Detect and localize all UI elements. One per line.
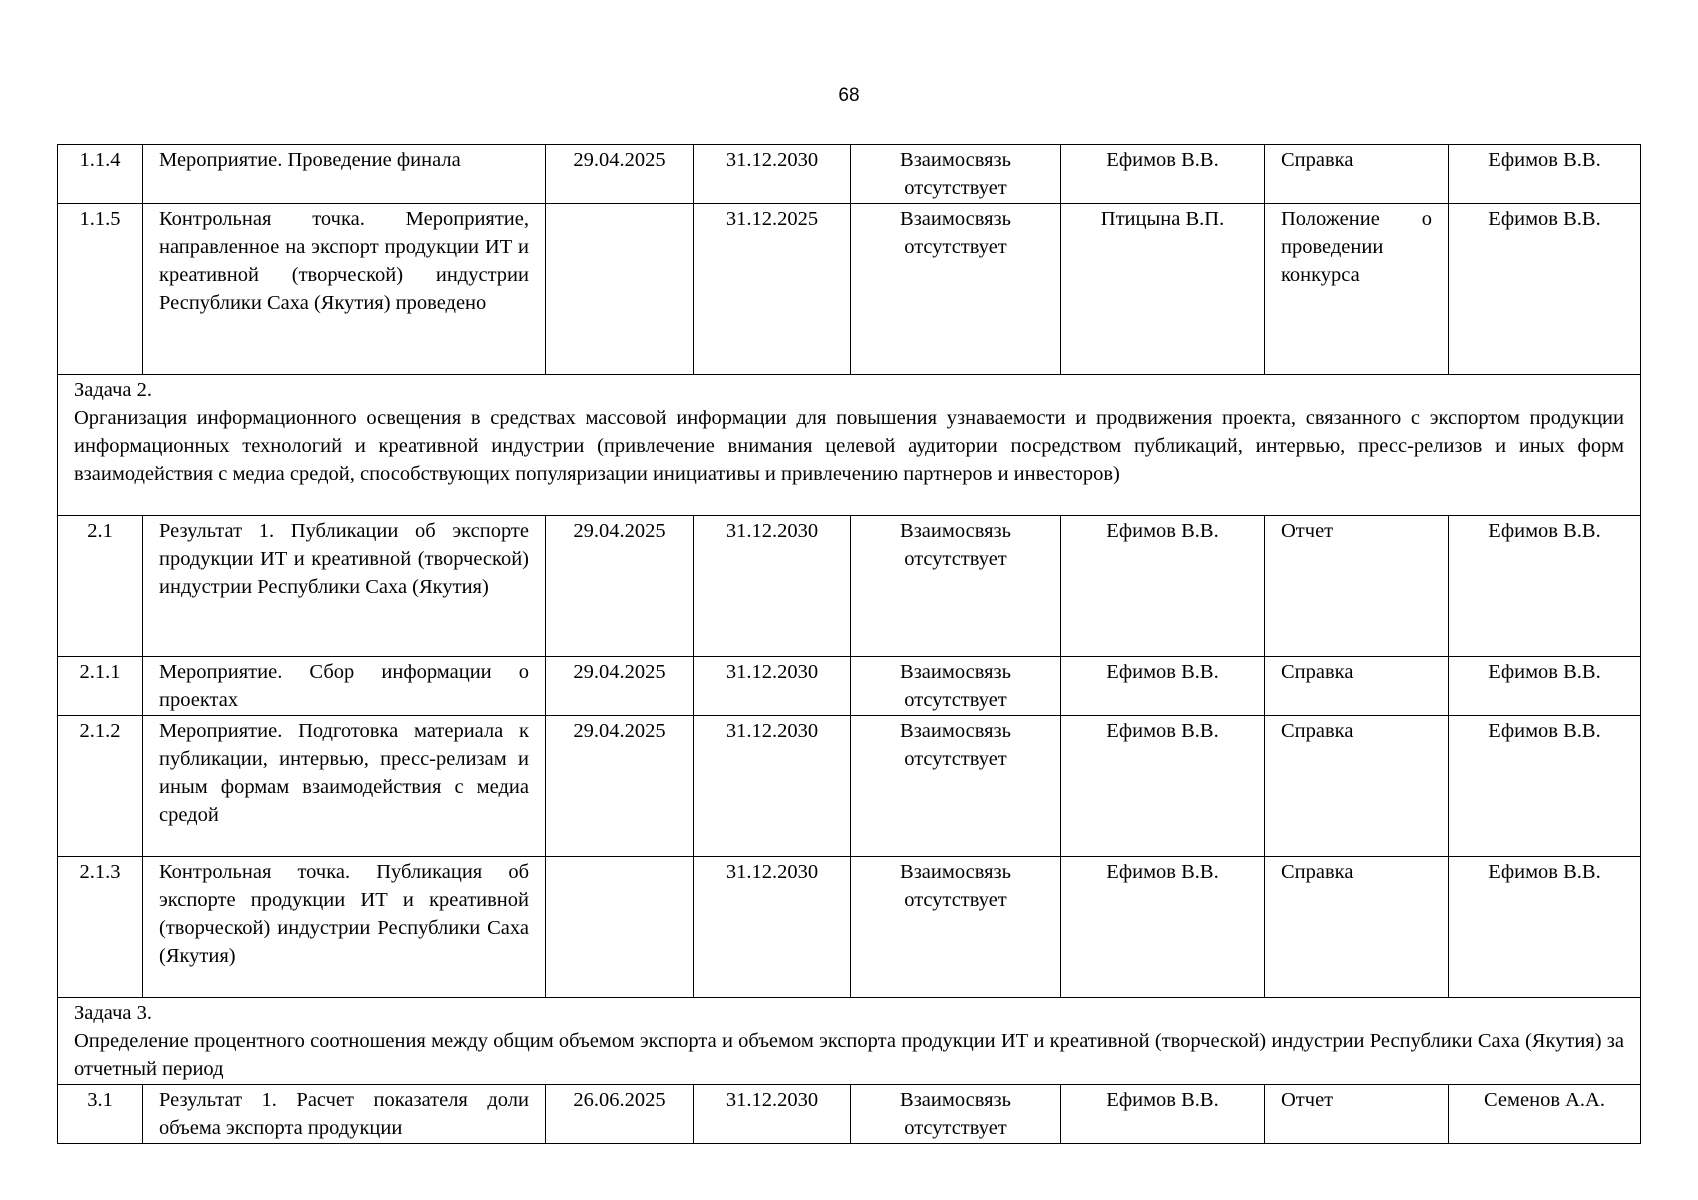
document-type: Справка (1265, 716, 1449, 857)
relation: Взаимосвязь отсутствует (851, 516, 1061, 657)
document-type: Отчет (1265, 1085, 1449, 1144)
table-row (58, 145, 1641, 204)
table-row (58, 857, 1641, 998)
row-number: 2.1.2 (58, 716, 143, 857)
end-date: 31.12.2030 (694, 516, 851, 657)
row-number: 2.1.1 (58, 657, 143, 716)
responsible: Ефимов В.В. (1061, 857, 1265, 998)
table-row (58, 657, 1641, 716)
plan-table (57, 144, 1641, 1144)
task-cell (58, 375, 1641, 516)
start-date: 29.04.2025 (546, 716, 694, 857)
task-row (58, 375, 1641, 516)
table-row (58, 204, 1641, 375)
confirmer: Ефимов В.В. (1449, 204, 1641, 375)
document-type: Справка (1265, 145, 1449, 204)
start-date: 29.04.2025 (546, 516, 694, 657)
row-name: Контрольная точка. Публикация об экспорте продукции ИТ и креативной (творческой) индустрии Республики Саха (Якутия) (143, 857, 546, 998)
relation: Взаимосвязь отсутствует (851, 657, 1061, 716)
end-date: 31.12.2030 (694, 145, 851, 204)
start-date: 29.04.2025 (546, 145, 694, 204)
relation: Взаимосвязь отсутствует (851, 145, 1061, 204)
task-cell (58, 998, 1641, 1085)
table-row (58, 716, 1641, 857)
responsible: Птицына В.П. (1061, 204, 1265, 375)
row-number: 1.1.4 (58, 145, 143, 204)
confirmer: Ефимов В.В. (1449, 657, 1641, 716)
responsible: Ефимов В.В. (1061, 145, 1265, 204)
confirmer: Ефимов В.В. (1449, 857, 1641, 998)
row-number: 2.1 (58, 516, 143, 657)
row-number: 1.1.5 (58, 204, 143, 375)
start-date (546, 204, 694, 375)
end-date: 31.12.2030 (694, 716, 851, 857)
end-date: 31.12.2030 (694, 857, 851, 998)
end-date: 31.12.2025 (694, 204, 851, 375)
document-type: Положение о проведении конкурса (1265, 204, 1449, 375)
document-type: Справка (1265, 857, 1449, 998)
confirmer: Семенов А.А. (1449, 1085, 1641, 1144)
table-row (58, 516, 1641, 657)
row-number: 3.1 (58, 1085, 143, 1144)
task-title: Задача 2. (74, 379, 152, 401)
document-type: Отчет (1265, 516, 1449, 657)
page-number: 68 (838, 85, 860, 106)
confirmer: Ефимов В.В. (1449, 716, 1641, 857)
confirmer: Ефимов В.В. (1449, 145, 1641, 204)
task-title: Задача 3. (74, 1002, 152, 1024)
relation: Взаимосвязь отсутствует (851, 857, 1061, 998)
document-type: Справка (1265, 657, 1449, 716)
relation: Взаимосвязь отсутствует (851, 716, 1061, 857)
confirmer: Ефимов В.В. (1449, 516, 1641, 657)
end-date: 31.12.2030 (694, 1085, 851, 1144)
row-number: 2.1.3 (58, 857, 143, 998)
start-date: 26.06.2025 (546, 1085, 694, 1144)
row-name: Мероприятие. Сбор информации о проектах (143, 657, 546, 716)
task-description: Организация информационного освещения в средствах массовой информации для повышения узнаваемости и продвижения проекта, связанного с экспортом продукции информационных технологий и креативной индустрии (привлечение внимания целевой аудитории посредством публикаций, интервью, пресс-релизов и иных форм взаимодействия с медиа средой, способствующих популяризации инициативы и привлечению партнеров и инвесторов) (74, 407, 1624, 485)
row-name: Контрольная точка. Мероприятие, направленное на экспорт продукции ИТ и креативной (творческой) индустрии Республики Саха (Якутия) проведено (143, 204, 546, 375)
relation: Взаимосвязь отсутствует (851, 204, 1061, 375)
start-date (546, 857, 694, 998)
row-name: Результат 1. Расчет показателя доли объема экспорта продукции (143, 1085, 546, 1144)
relation: Взаимосвязь отсутствует (851, 1085, 1061, 1144)
responsible: Ефимов В.В. (1061, 716, 1265, 857)
responsible: Ефимов В.В. (1061, 1085, 1265, 1144)
table-row (58, 1085, 1641, 1144)
row-name: Результат 1. Публикации об экспорте продукции ИТ и креативной (творческой) индустрии Республики Саха (Якутия) (143, 516, 546, 657)
row-name: Мероприятие. Проведение финала (143, 145, 546, 204)
start-date: 29.04.2025 (546, 657, 694, 716)
responsible: Ефимов В.В. (1061, 657, 1265, 716)
task-description: Определение процентного соотношения между общим объемом экспорта и объемом экспорта продукции ИТ и креативной (творческой) индустрии Республики Саха (Якутия) за отчетный период (74, 1030, 1624, 1080)
end-date: 31.12.2030 (694, 657, 851, 716)
row-name: Мероприятие. Подготовка материала к публикации, интервью, пресс-релизам и иным формам взаимодействия с медиа средой (143, 716, 546, 857)
responsible: Ефимов В.В. (1061, 516, 1265, 657)
task-row (58, 998, 1641, 1085)
